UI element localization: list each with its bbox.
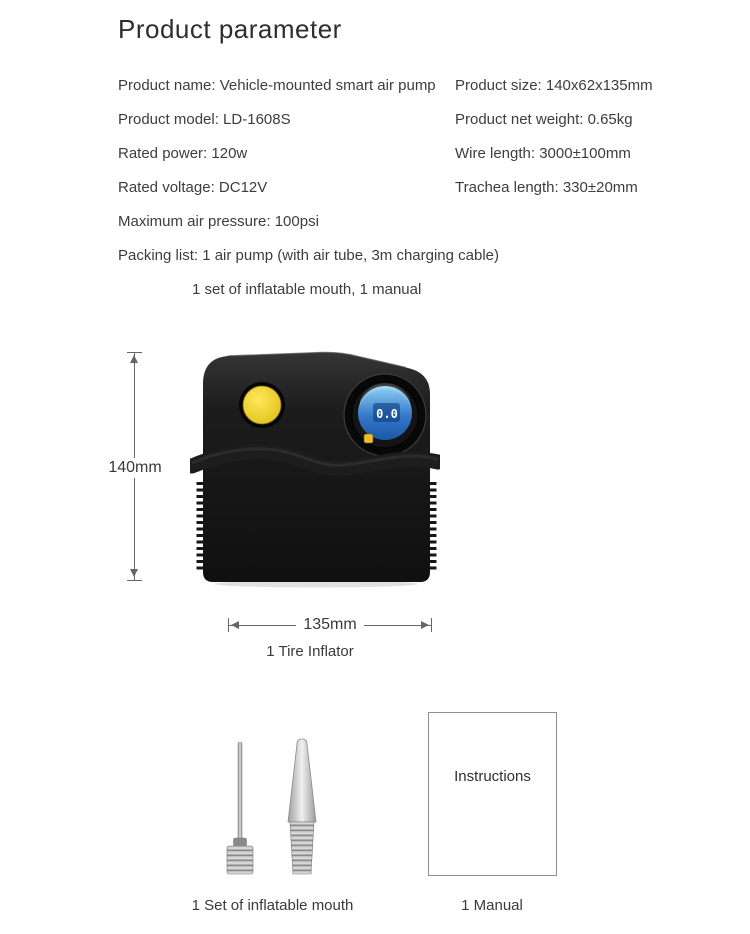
cone-nozzle	[288, 739, 316, 874]
spec-product-model: Product model: LD-1608S	[118, 111, 291, 128]
spec-net-weight: Product net weight: 0.65kg	[455, 111, 633, 128]
air-pump-illustration	[190, 342, 440, 590]
height-dimension-label: 140mm	[101, 458, 169, 478]
height-dim-cap-top	[127, 352, 142, 353]
power-button	[243, 386, 281, 424]
lcd-reading: 0.0	[376, 407, 398, 421]
needle-nozzle	[227, 742, 253, 874]
width-dimension-label: 135mm	[296, 615, 364, 635]
pressure-gauge	[344, 374, 426, 456]
spec-max-pressure: Maximum air pressure: 100psi	[118, 213, 319, 230]
spec-product-size: Product size: 140x62x135mm	[455, 77, 653, 94]
height-arrow-down	[130, 569, 138, 577]
width-arrow-right	[421, 621, 429, 629]
width-dim-cap-left	[228, 618, 229, 632]
instructions-text: Instructions	[454, 768, 531, 785]
instructions-booklet	[428, 712, 557, 876]
height-arrow-up	[130, 355, 138, 363]
gauge-button	[364, 434, 373, 443]
page-title: Product parameter	[118, 14, 342, 44]
height-dim-cap-bottom	[127, 580, 142, 581]
spec-packing-list: Packing list: 1 air pump (with air tube, 3m charging cable)	[118, 247, 500, 264]
spec-wire-length: Wire length: 3000±100mm	[455, 145, 631, 162]
manual-label: 1 Manual	[461, 897, 523, 914]
inflatable-mouth-label: 1 Set of inflatable mouth	[191, 897, 354, 914]
width-dim-cap-right	[431, 618, 432, 632]
spec-product-name: Product name: Vehicle-mounted smart air pump	[118, 77, 436, 94]
spec-trachea-length: Trachea length: 330±20mm	[455, 179, 638, 196]
width-arrow-left	[231, 621, 239, 629]
spec-packing-list-2: 1 set of inflatable mouth, 1 manual	[192, 281, 422, 298]
inflatable-mouth-illustration	[210, 736, 340, 880]
spec-rated-power: Rated power: 120w	[118, 145, 248, 162]
figure-caption: 1 Tire Inflator	[266, 643, 354, 660]
spec-rated-voltage: Rated voltage: DC12V	[118, 179, 268, 196]
